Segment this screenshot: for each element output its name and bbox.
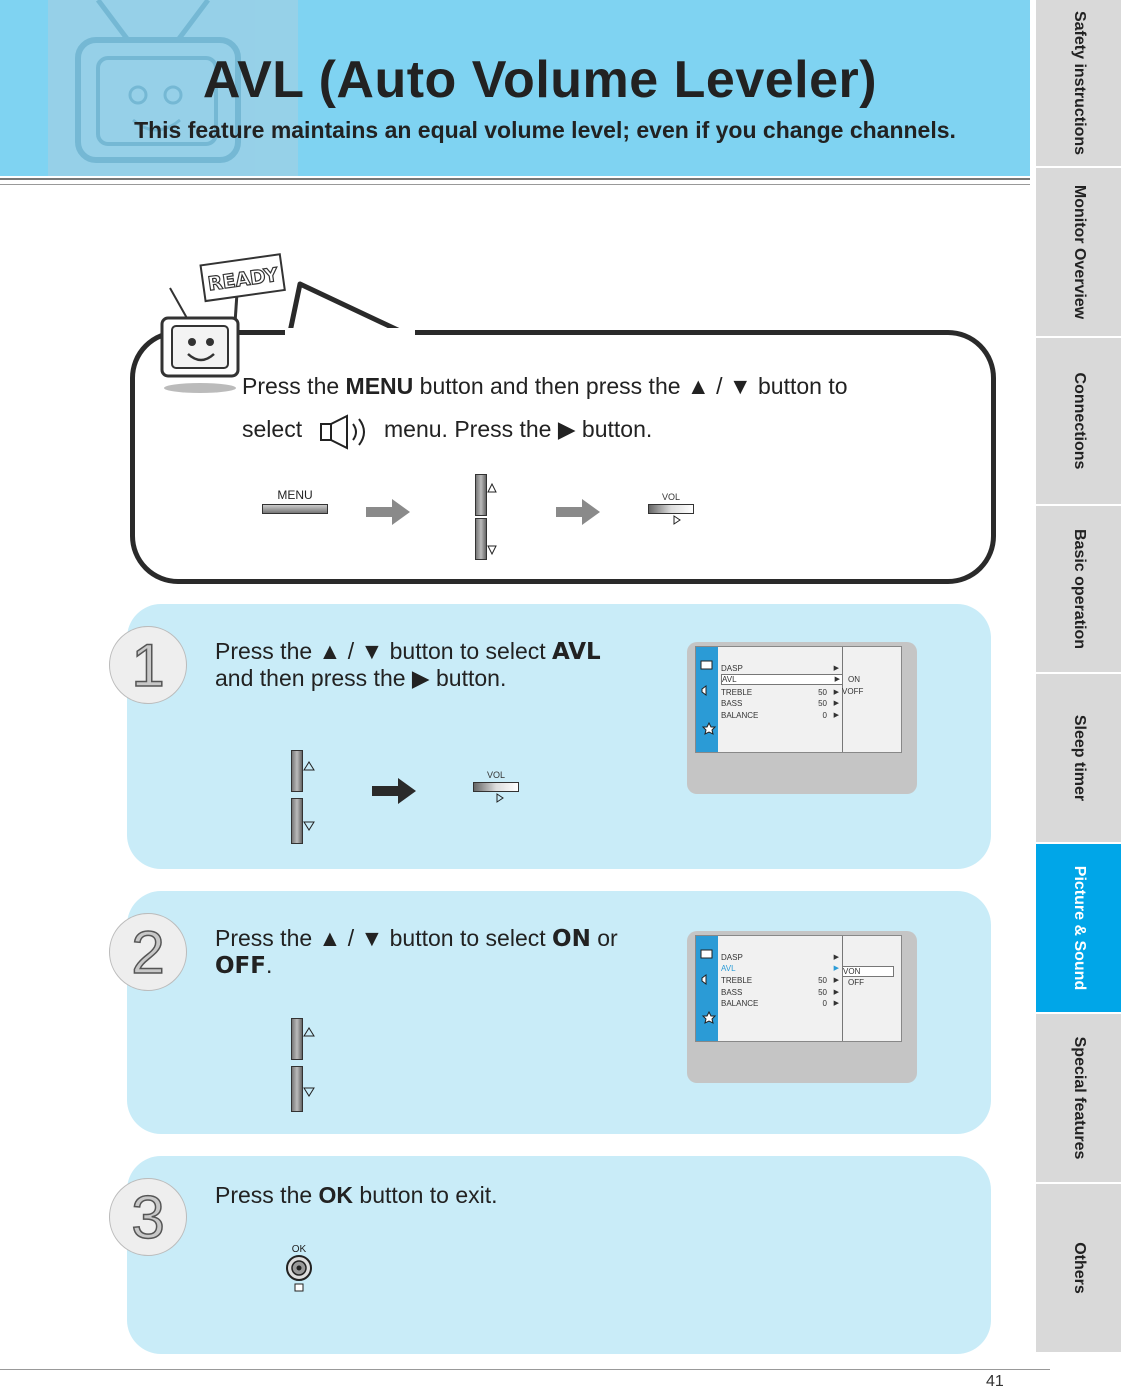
osd-row-balance: BALANCE 0 ▶ [721, 711, 839, 720]
step-3-panel [127, 1156, 991, 1354]
page-header [0, 0, 1030, 176]
intro-line-2: select menu. Press the ▶ button. [242, 416, 302, 443]
osd-row-balance: BALANCE 0 ▶ [721, 999, 839, 1008]
up-down-arrow-icons [302, 1026, 316, 1098]
tab-picture-and-sound[interactable]: Picture & Sound [1036, 844, 1121, 1014]
tab-others[interactable]: Others [1036, 1184, 1121, 1354]
step-number: 3 [109, 1178, 187, 1256]
intro-line-1: Press the MENU button and then press the ▲ / ▼ button to [242, 373, 848, 399]
osd-row-bass: BASS 50 ▶ [721, 988, 839, 997]
tab-monitor-overview[interactable]: Monitor Overview [1036, 168, 1121, 338]
osd-option-off: OFF [848, 978, 864, 987]
osd-row-treble: TREBLE 50 ▶ [721, 976, 839, 985]
bubble-tail-mask [285, 328, 415, 340]
osd-row-dasp: DASP ▶ [721, 953, 839, 962]
ready-sign-text: READY [206, 263, 280, 296]
osd-row-dasp: DASP ▶ [721, 664, 839, 673]
page-title: AVL (Auto Volume Leveler) [202, 51, 878, 109]
sound-osd-menu [687, 642, 917, 794]
step-number: 1 [109, 626, 187, 704]
next-arrow-icon [556, 499, 600, 525]
sound-menu-icon [317, 414, 373, 450]
step-3-text: Press the OK button to exit. [215, 1182, 498, 1208]
osd-row-avl: AVL ▶ [721, 964, 839, 973]
osd-row-avl: AVL ▶ [721, 674, 843, 685]
footer-divider [0, 1369, 1050, 1370]
osd-option-on: ON [848, 675, 860, 684]
ok-button[interactable]: OK [284, 1244, 314, 1292]
step-2-text: Press the ▲ / ▼ button to select ON or OFF. [215, 925, 618, 979]
tab-basic-operation[interactable]: Basic operation [1036, 506, 1121, 674]
tab-special-features[interactable]: Special features [1036, 1014, 1121, 1184]
osd-icon-column [696, 936, 718, 1041]
tab-connections[interactable]: Connections [1036, 338, 1121, 506]
tab-sleep-timer[interactable]: Sleep timer [1036, 674, 1121, 844]
sound-osd-menu [687, 931, 917, 1083]
step-number: 2 [109, 913, 187, 991]
tab-safety-instructions[interactable]: Safety instructions [1036, 0, 1121, 168]
header-divider-thin [0, 184, 1030, 185]
next-arrow-icon [366, 499, 410, 525]
osd-row-treble: TREBLE 50 ▶ [721, 688, 839, 697]
page-subtitle: This feature maintains an equal volume level; even if you change channels. [134, 117, 956, 143]
header-divider [0, 178, 1030, 180]
osd-icon-column [696, 647, 718, 752]
next-arrow-icon [372, 778, 416, 804]
step-1-text: Press the ▲ / ▼ button to select AVL and then press the ▶ button. [215, 638, 601, 691]
osd-option-off: VOFF [842, 687, 864, 696]
section-tabs [1036, 0, 1121, 1390]
vol-right-button[interactable]: VOL [648, 504, 694, 530]
vol-right-button[interactable]: VOL [473, 782, 519, 808]
ok-knob-icon [286, 1255, 314, 1295]
up-down-arrow-icons [486, 482, 498, 562]
up-down-arrow-icons [302, 760, 316, 832]
osd-row-bass: BASS 50 ▶ [721, 699, 839, 708]
page-number: 41 [986, 1373, 1004, 1390]
menu-button[interactable]: MENU [262, 488, 328, 516]
osd-option-on: VON [842, 966, 894, 977]
